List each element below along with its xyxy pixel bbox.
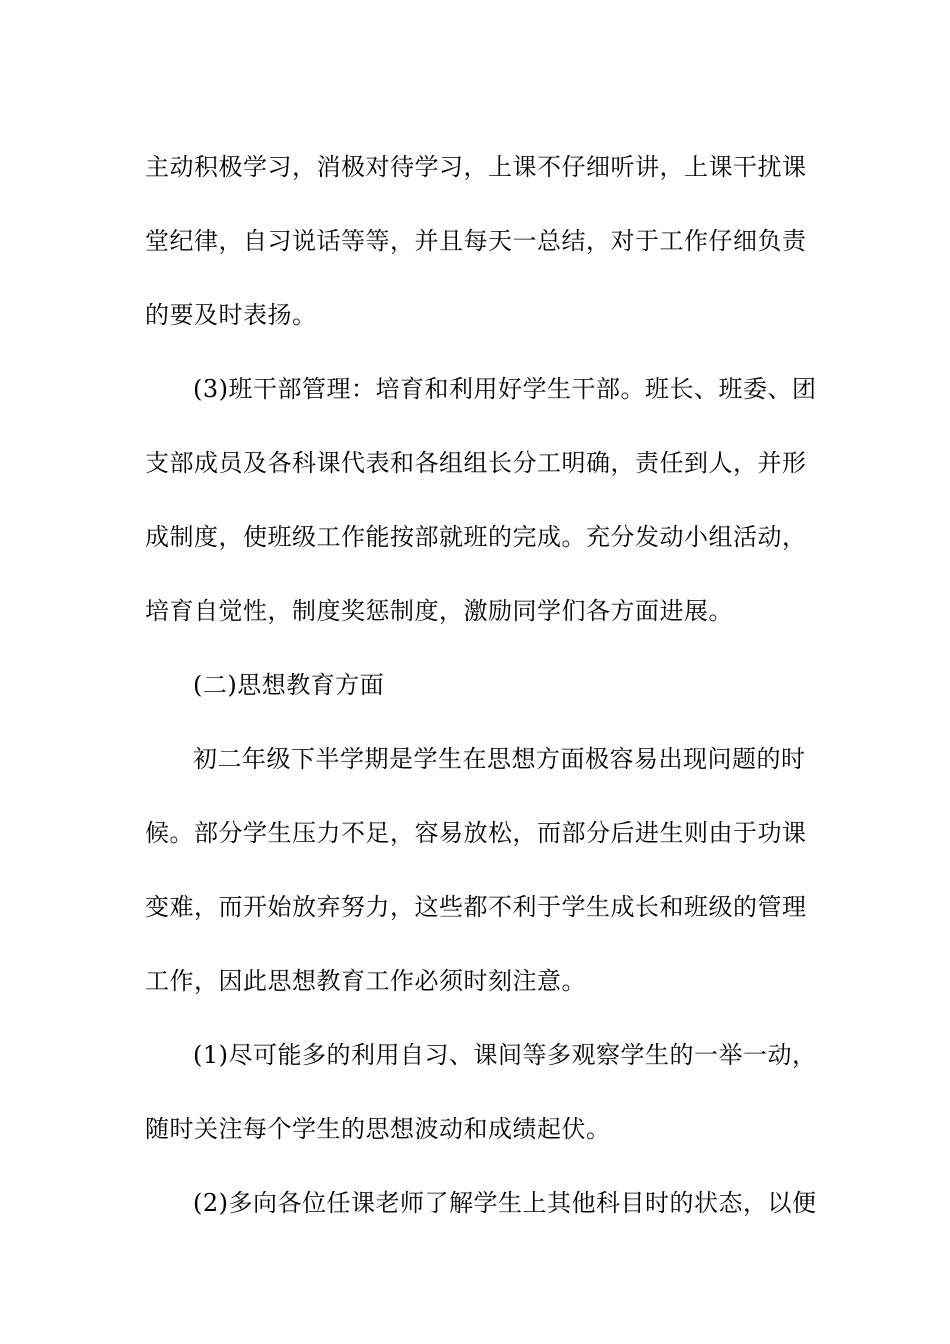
paragraph-line: 变难，而开始放弃努力，这些都不利于学生成长和班级的管理 [145, 893, 807, 921]
paragraph-line: 堂纪律，自习说话等等，并且每天一总结，对于工作仔细负责 [145, 227, 807, 255]
paragraph-line: (1)尽可能多的利用自习、课间等多观察学生的一举一动， [193, 1041, 817, 1069]
paragraph-line: 成制度，使班级工作能按部就班的完成。充分发动小组活动， [145, 523, 807, 551]
paragraph-line: 候。部分学生压力不足，容易放松，而部分后进生则由于功课 [145, 819, 807, 847]
paragraph-line: 培育自觉性，制度奖惩制度，激励同学们各方面进展。 [145, 597, 733, 625]
document-body [145, 130, 817, 1240]
paragraph-line: 工作，因此思想教育工作必须时刻注意。 [145, 967, 586, 995]
paragraph-line: 初二年级下半学期是学生在思想方面极容易出现问题的时 [193, 745, 806, 773]
paragraph-line: (2)多向各位任课老师了解学生上其他科目时的状态，以便 [193, 1189, 817, 1217]
paragraph-line: 随时关注每个学生的思想波动和成绩起伏。 [145, 1115, 611, 1143]
paragraph-line: 支部成员及各科课代表和各组组长分工明确，责任到人，并形 [145, 449, 807, 477]
paragraph-line: 主动积极学习，消极对待学习，上课不仔细听讲，上课干扰课 [145, 153, 807, 181]
paragraph-line: (3)班干部管理：培育和利用好学生干部。班长、班委、团 [193, 375, 817, 403]
paragraph-line: 的要及时表扬。 [145, 301, 317, 329]
section-heading: (二)思想教育方面 [193, 671, 385, 699]
